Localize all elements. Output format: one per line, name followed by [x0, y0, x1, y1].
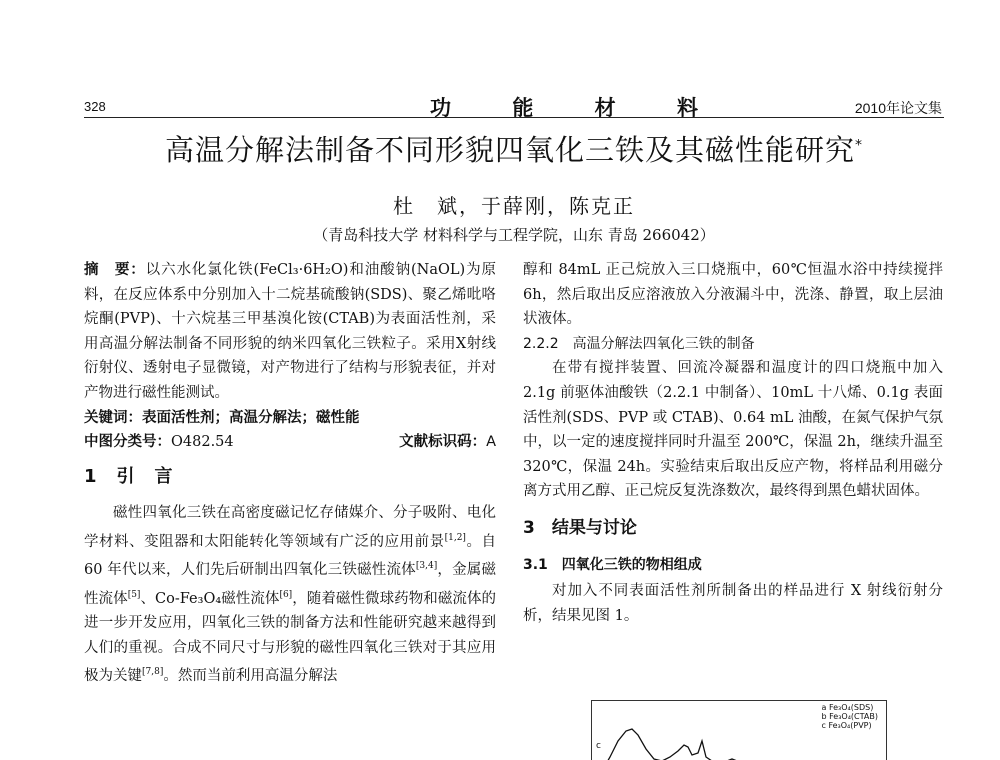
section-heading-intro: 1 引 言 [84, 465, 174, 487]
intro-text: 。自 60 年代以来，人们先后研制出四氧化三铁磁性流体 [84, 533, 497, 579]
intro-text: 、Co-Fe₃O₄磁性流体 [140, 590, 280, 607]
subsection-heading-2-2-2: 2.2.2 高温分解法四氧化三铁的制备 [523, 335, 755, 352]
citation: [7,8] [142, 667, 164, 678]
authors: 杜 斌，于薛刚，陈克正 [393, 194, 635, 218]
intro-paragraph [84, 501, 496, 688]
abstract [84, 258, 496, 406]
section-heading-results: 3 结果与讨论 [523, 517, 637, 538]
citation: [6] [279, 589, 293, 600]
collection-label: 2010年论文集 [854, 100, 942, 116]
intro-text: ，随着磁性微球药物和磁流体的进一步开发应用，四氧化三铁的制备方法和性能研究越来越得到人们的重视。合成不同尺寸与形貌的磁性四氧化三铁对于其应用极为关键 [84, 590, 497, 685]
doc-code-label: 文献标识码： [399, 434, 487, 451]
left-column [84, 258, 496, 689]
classification-label: 中图分类号： [84, 434, 171, 451]
journal-char: 功 [430, 95, 453, 120]
header-rule [84, 117, 944, 118]
keywords-text: 表面活性剂；高温分解法；磁性能 [142, 409, 360, 426]
right-column [523, 258, 943, 628]
abstract-text: 以六水化氯化铁(FeCl₃·6H₂O)和油酸钠(NaOL)为原料，在反应体系中分别加入十二烷基硫酸钠(SDS)、聚乙烯吡咯烷酮(PVP)、十六烷基三甲基溴化铵(CTAB)为表面活性剂，采用高温分解法制备不同形貌的纳米四氧化三铁粒子。采用X射线衍射仪、透射电子显微镜，对产物进行了结构与形貌表征，并对产物进行磁性能测试。 [84, 262, 496, 401]
citation: [3,4] [415, 561, 438, 572]
method-paragraph: 在带有搅拌装置、回流冷凝器和温度计的四口烧瓶中加入 2.1g 前驱体油酸铁（2.2.1 中制备）、10mL 十八烯、0.1g 表面活性剂(SDS、PVP 或 CTAB)、0.64 mL 油酸，在氮气保护气氛中，以一定的速度搅拌同时升温至 200℃，保温 2h，继续升温至 320℃，保温 24h。实验结束后取出反应产物，将样品利用磁分离方式用乙醇、正己烷反复洗涤数次，最终得到黑色蜡状固体。 [523, 360, 943, 500]
figure-legend [822, 703, 878, 730]
curve-label: c [596, 741, 601, 751]
title-text: 高温分解法制备不同形貌四氧化三铁及其磁性能研究 [164, 133, 855, 167]
title-footnote-mark: * [855, 137, 863, 154]
classification-code: O482.54 [171, 434, 234, 451]
classification-row [84, 430, 496, 455]
xrd-curve-c [594, 729, 884, 760]
citation: [5] [127, 589, 141, 600]
doc-code: A [486, 434, 496, 451]
journal-char: 料 [676, 95, 700, 120]
citation: [1,2] [444, 532, 466, 543]
xrd-figure [591, 700, 887, 760]
abstract-label: 摘 要： [84, 262, 146, 278]
journal-char: 材 [594, 95, 618, 120]
legend-item: a Fe₃O₄(SDS) [821, 703, 874, 712]
method-paragraph: 醇和 84mL 正己烷放入三口烧瓶中，60℃恒温水浴中持续搅拌 6h，然后取出反应溶液放入分液漏斗中，洗涤、静置，取上层油状液体。 [523, 262, 943, 328]
page-number: 328 [84, 99, 106, 114]
subsection-heading-3-1: 3.1 四氧化三铁的物相组成 [523, 556, 702, 573]
journal-char: 能 [512, 95, 536, 120]
intro-text: 。然而当前利用高温分解法 [163, 668, 338, 685]
keywords [84, 406, 496, 431]
legend-item: c Fe₃O₄(PVP) [821, 721, 872, 730]
legend-item: b Fe₃O₄(CTAB) [821, 712, 878, 721]
intro-text: 磁性四氧化三铁在高密度磁记忆存储媒介、分子吸附、电化学材料、变阻器和太阳能转化等领域有广泛的应用前景 [84, 505, 496, 550]
paper-title [0, 128, 1000, 169]
intro-text: ，金属磁性流体 [84, 562, 497, 607]
affiliation: （青岛科技大学 材料科学与工程学院，山东 青岛 266042） [313, 226, 715, 244]
results-paragraph: 对加入不同表面活性剂所制备出的样品进行 X 射线衍射分析，结果见图 1。 [523, 583, 943, 624]
keywords-label: 关键词： [84, 409, 142, 426]
